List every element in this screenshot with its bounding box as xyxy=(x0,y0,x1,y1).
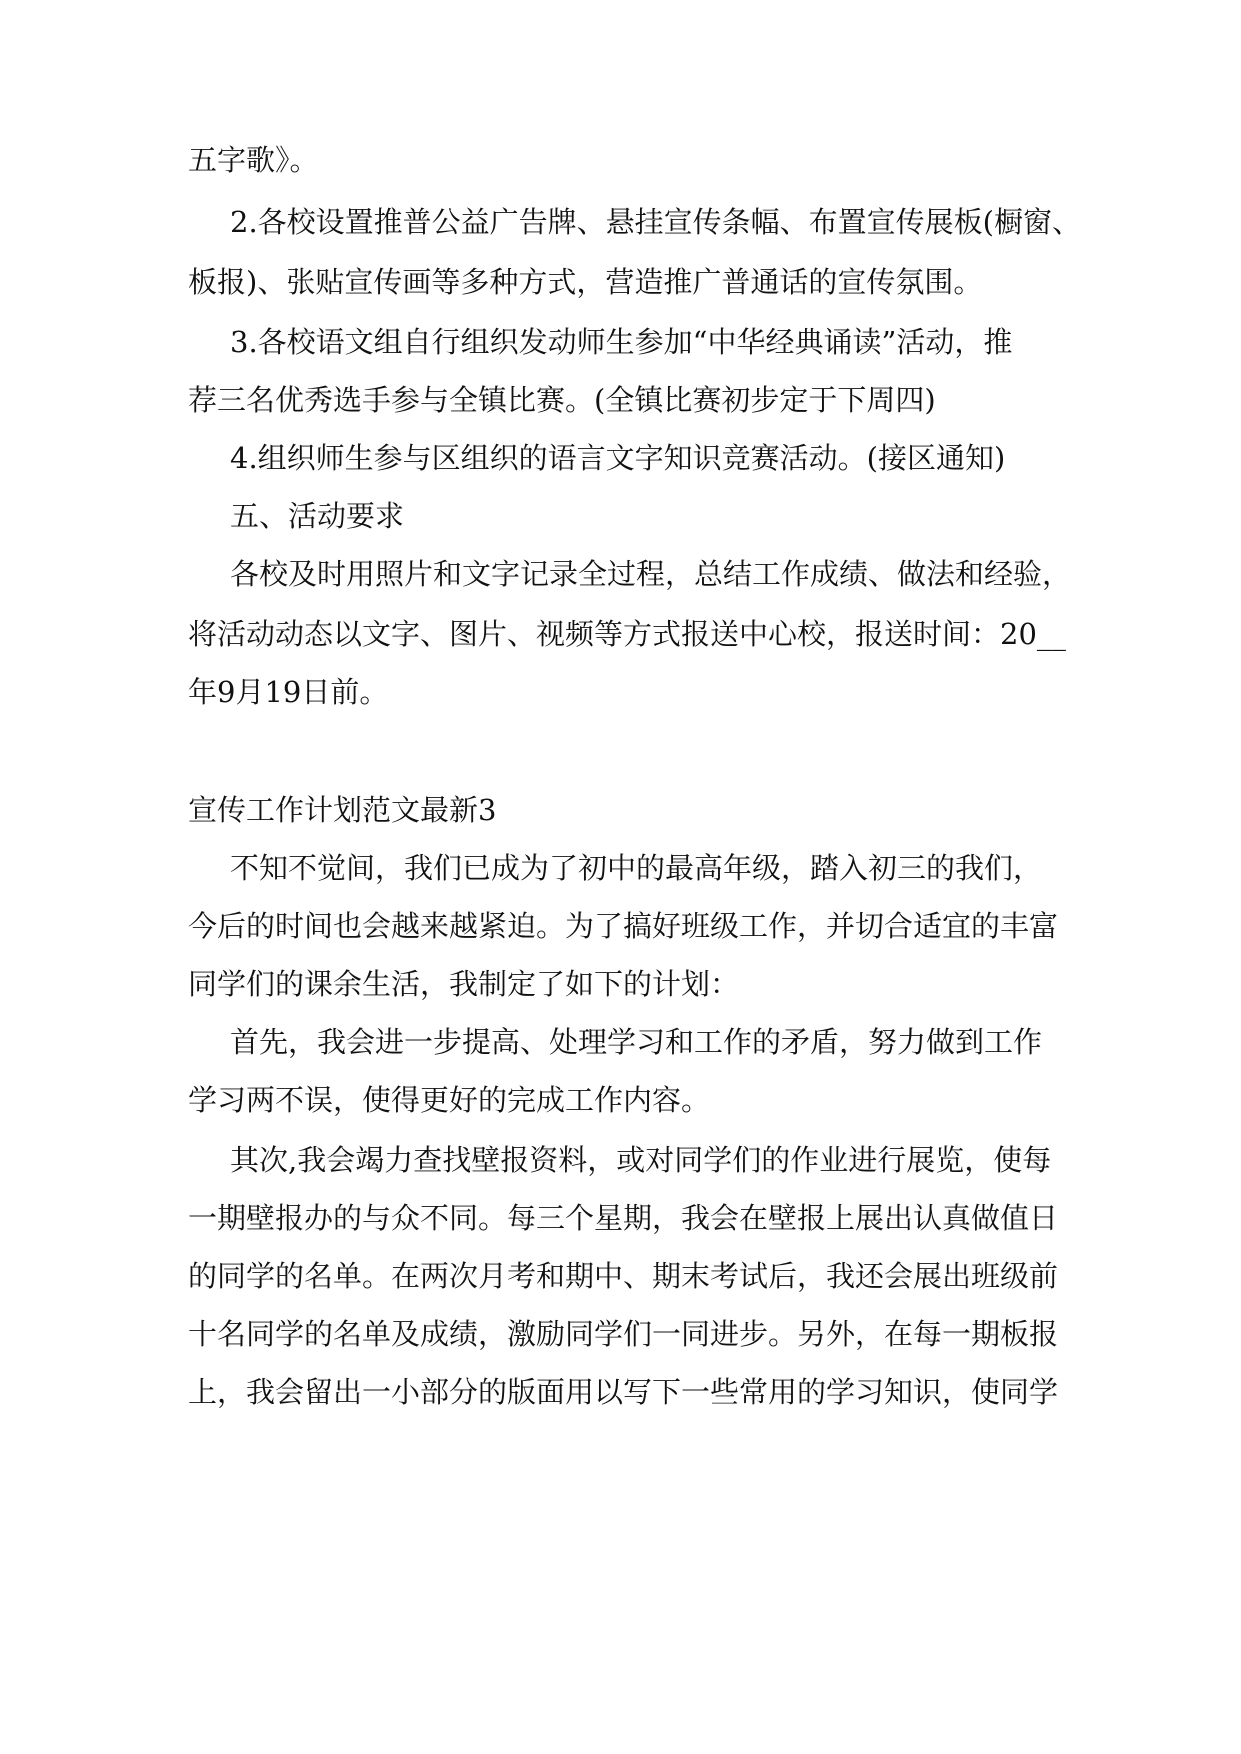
paragraph-requirements-line-1: 各校及时用照片和文字记录全过程，总结工作成绩、做法和经验， xyxy=(230,557,1072,591)
list-item-2-line-1: 2.各校设置推普公益广告牌、悬挂宣传条幅、布置宣传展板(橱窗、 xyxy=(230,205,1081,239)
paragraph-intro-line-3: 同学们的课余生活，我制定了如下的计划： xyxy=(188,967,740,1001)
list-item-3-line-1: 3.各校语文组自行组织发动师生参加“中华经典诵读”活动，推 xyxy=(230,325,1013,359)
paragraph-first-line-1: 首先，我会进一步提高、处理学习和工作的矛盾，努力做到工作 xyxy=(230,1025,1043,1059)
paragraph-second-line-5: 上，我会留出一小部分的版面用以写下一些常用的学习知识，使同学 xyxy=(188,1375,1059,1409)
list-item-3-line-2: 荐三名优秀选手参与全镇比赛。(全镇比赛初步定于下周四) xyxy=(188,383,936,417)
paragraph-second-line-3: 的同学的名单。在两次月考和期中、期末考试后，我还会展出班级前 xyxy=(188,1259,1059,1293)
list-item-2-line-2: 板报)、张贴宣传画等多种方式，营造推广普通话的宣传氛围。 xyxy=(188,265,983,299)
section-heading-requirements: 五、活动要求 xyxy=(230,499,405,533)
paragraph-second-line-2: 一期壁报办的与众不同。每三个星期，我会在壁报上展出认真做值日 xyxy=(188,1201,1059,1235)
paragraph-intro-line-2: 今后的时间也会越来越紧迫。为了搞好班级工作，并切合适宜的丰富 xyxy=(188,909,1059,943)
paragraph-first-line-2: 学习两不误，使得更好的完成工作内容。 xyxy=(188,1083,711,1117)
article-title: 宣传工作计划范文最新3 xyxy=(188,793,497,827)
paragraph-requirements-line-2: 将活动动态以文字、图片、视频等方式报送中心校，报送时间：20__ xyxy=(188,617,1066,651)
text-line-1: 五字歌》。 xyxy=(188,143,319,177)
paragraph-requirements-line-3: 年9月19日前。 xyxy=(188,675,389,709)
paragraph-intro-line-1: 不知不觉间，我们已成为了初中的最高年级，踏入初三的我们， xyxy=(230,851,1043,885)
paragraph-second-line-4: 十名同学的名单及成绩，激励同学们一同进步。另外，在每一期板报 xyxy=(188,1317,1059,1351)
paragraph-second-line-1: 其次,我会竭力查找壁报资料，或对同学们的作业进行展览，使每 xyxy=(230,1143,1052,1177)
list-item-4: 4.组织师生参与区组织的语言文字知识竞赛活动。(接区通知) xyxy=(230,441,1006,475)
